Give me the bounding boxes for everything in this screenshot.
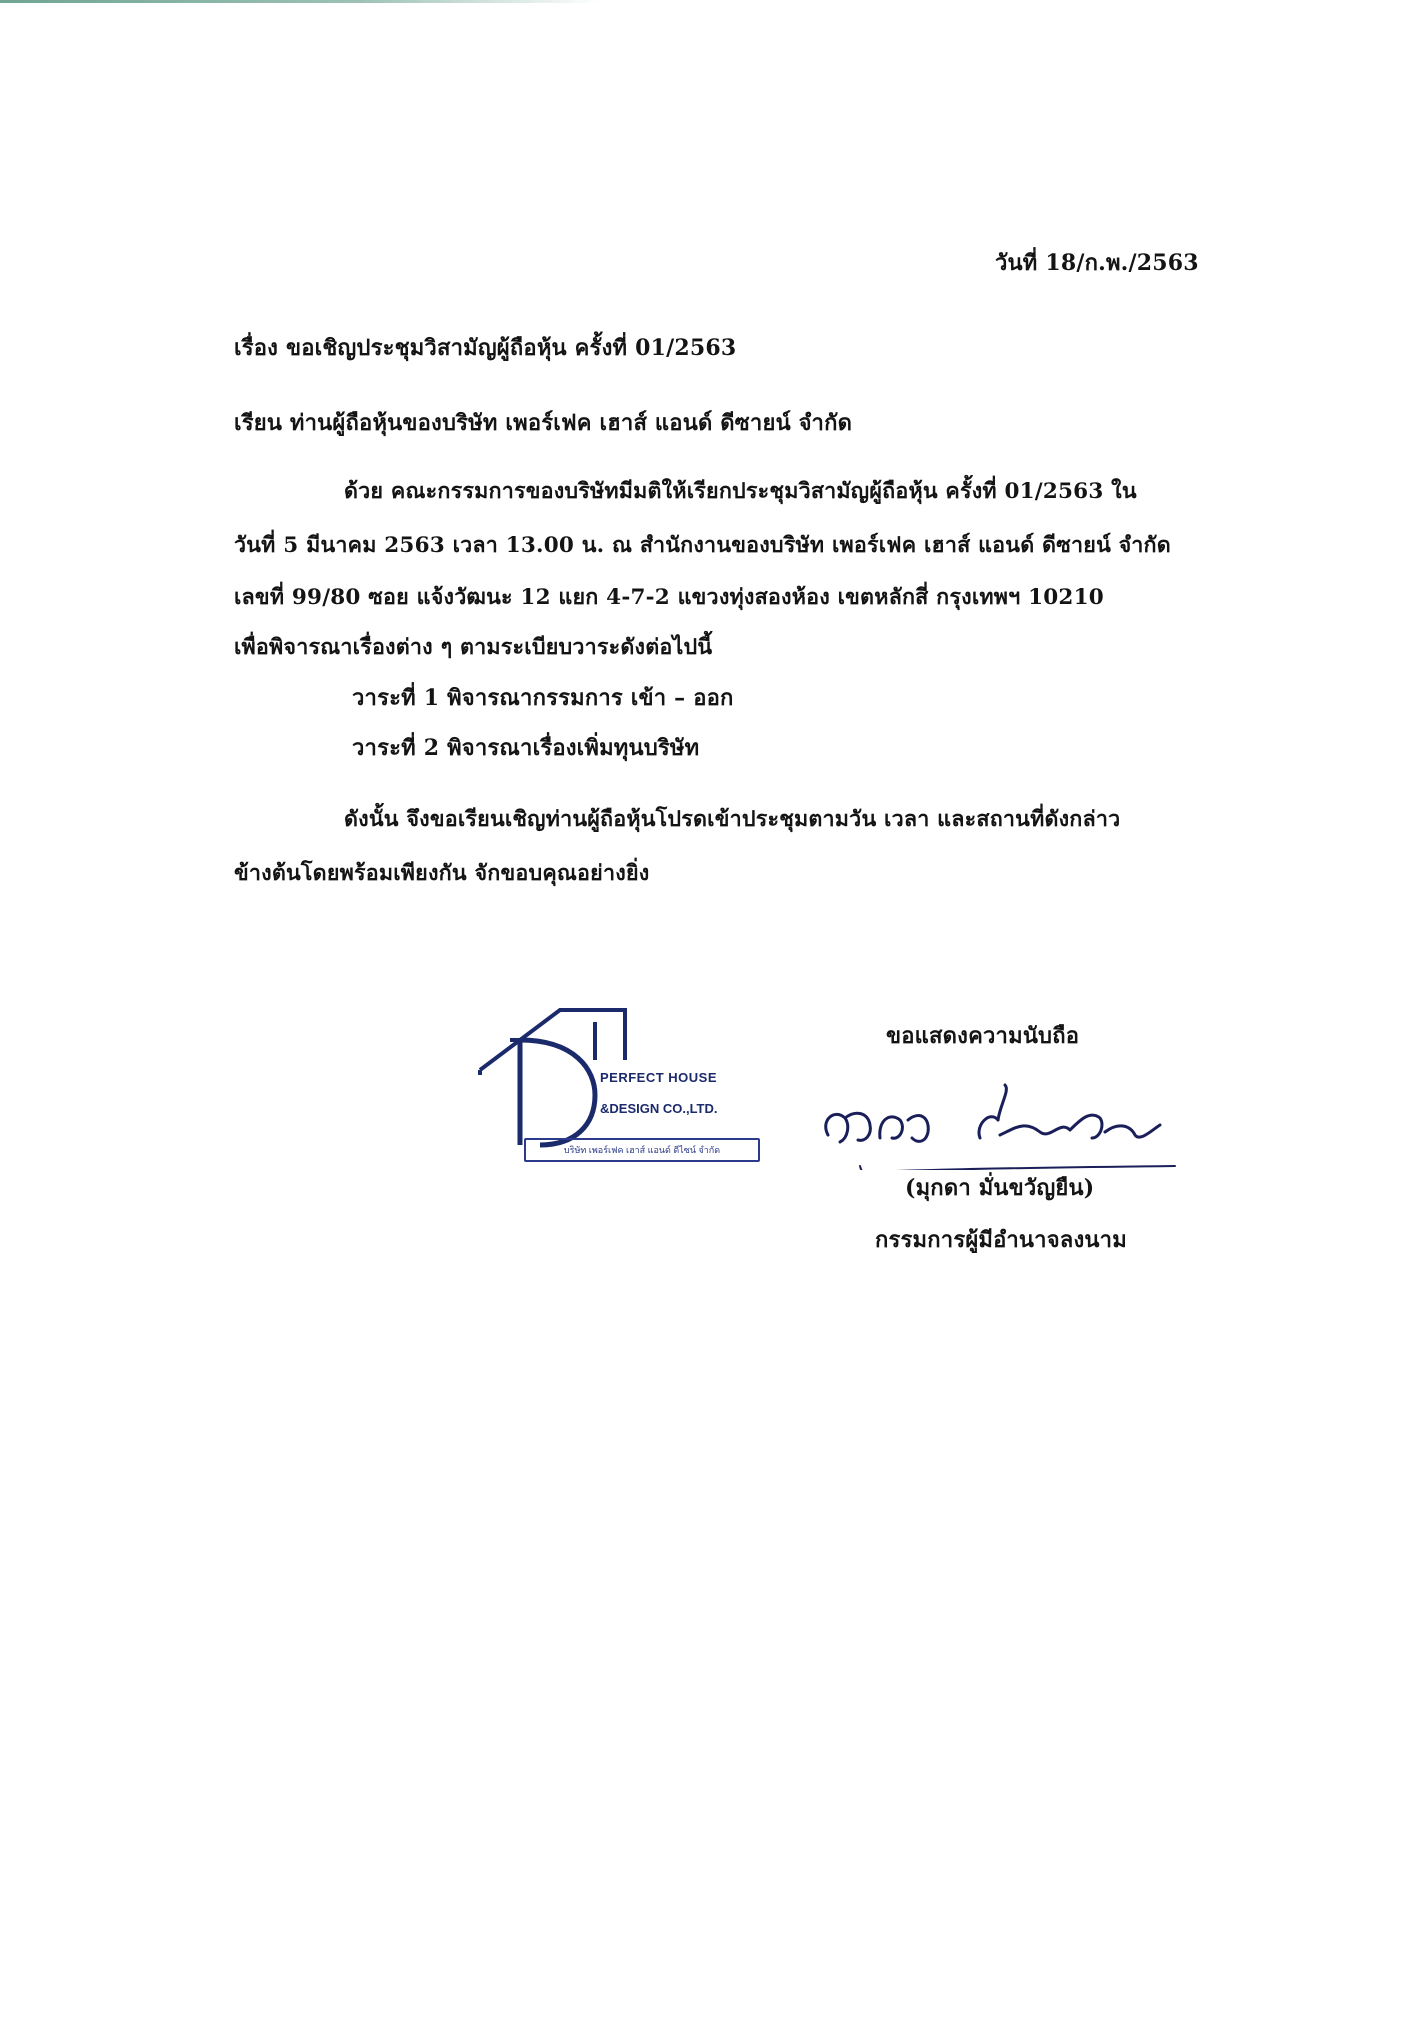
stamp-thai-name: บริษัท เพอร์เฟค เฮาส์ แอนด์ ดีไซน์ จำกัด <box>524 1138 760 1162</box>
body-line-2: วันที่ 5 มีนาคม 2563 เวลา 13.00 น. ณ สำนักงานของบริษัท เพอร์เฟค เฮาส์ แอนด์ ดีซายน์ จำกัด <box>234 533 1171 558</box>
letter-date: วันที่ 18/ก.พ./2563 <box>995 250 1199 276</box>
agenda-item-1: วาระที่ 1 พิจารณากรรมการ เข้า – ออก <box>352 685 734 711</box>
stamp-company-line-1: PERFECT HOUSE <box>600 1070 718 1085</box>
conclusion-line-2: ข้างต้นโดยพร้อมเพียงกัน จักขอบคุณอย่างยิ่ง <box>234 861 650 886</box>
letter-recipient: เรียน ท่านผู้ถือหุ้นของบริษัท เพอร์เฟค เฮาส์ แอนด์ ดีซายน์ จำกัด <box>234 410 853 436</box>
signatory-position: กรรมการผู้มีอำนาจลงนาม <box>875 1227 1127 1253</box>
body-line-4: เพื่อพิจารณาเรื่องต่าง ๆ ตามระเบียบวาระดังต่อไปนี้ <box>234 635 713 660</box>
closing-text: ขอแสดงความนับถือ <box>886 1023 1080 1049</box>
body-line-3: เลขที่ 99/80 ซอย แจ้งวัฒนะ 12 แยก 4-7-2 แขวงทุ่งสองห้อง เขตหลักสี่ กรุงเทพฯ 10210 <box>234 585 1104 610</box>
stamp-company-line-2: &DESIGN CO.,LTD. <box>600 1101 718 1116</box>
conclusion-line-1: ดังนั้น จึงขอเรียนเชิญท่านผู้ถือหุ้นโปรดเข้าประชุมตามวัน เวลา และสถานที่ดังกล่าว <box>344 807 1121 832</box>
handwritten-signature <box>800 1050 1180 1170</box>
scan-edge-line <box>0 0 600 3</box>
body-line-1: ด้วย คณะกรรมการของบริษัทมีมติให้เรียกประชุมวิสามัญผู้ถือหุ้น ครั้งที่ 01/2563 ใน <box>344 479 1137 504</box>
signatory-name: (มุกดา มั่นขวัญยืน) <box>905 1175 1095 1201</box>
agenda-item-2: วาระที่ 2 พิจารณาเรื่องเพิ่มทุนบริษัท <box>352 735 700 761</box>
letter-subject: เรื่อง ขอเชิญประชุมวิสามัญผู้ถือหุ้น ครั้งที่ 01/2563 <box>234 335 737 361</box>
